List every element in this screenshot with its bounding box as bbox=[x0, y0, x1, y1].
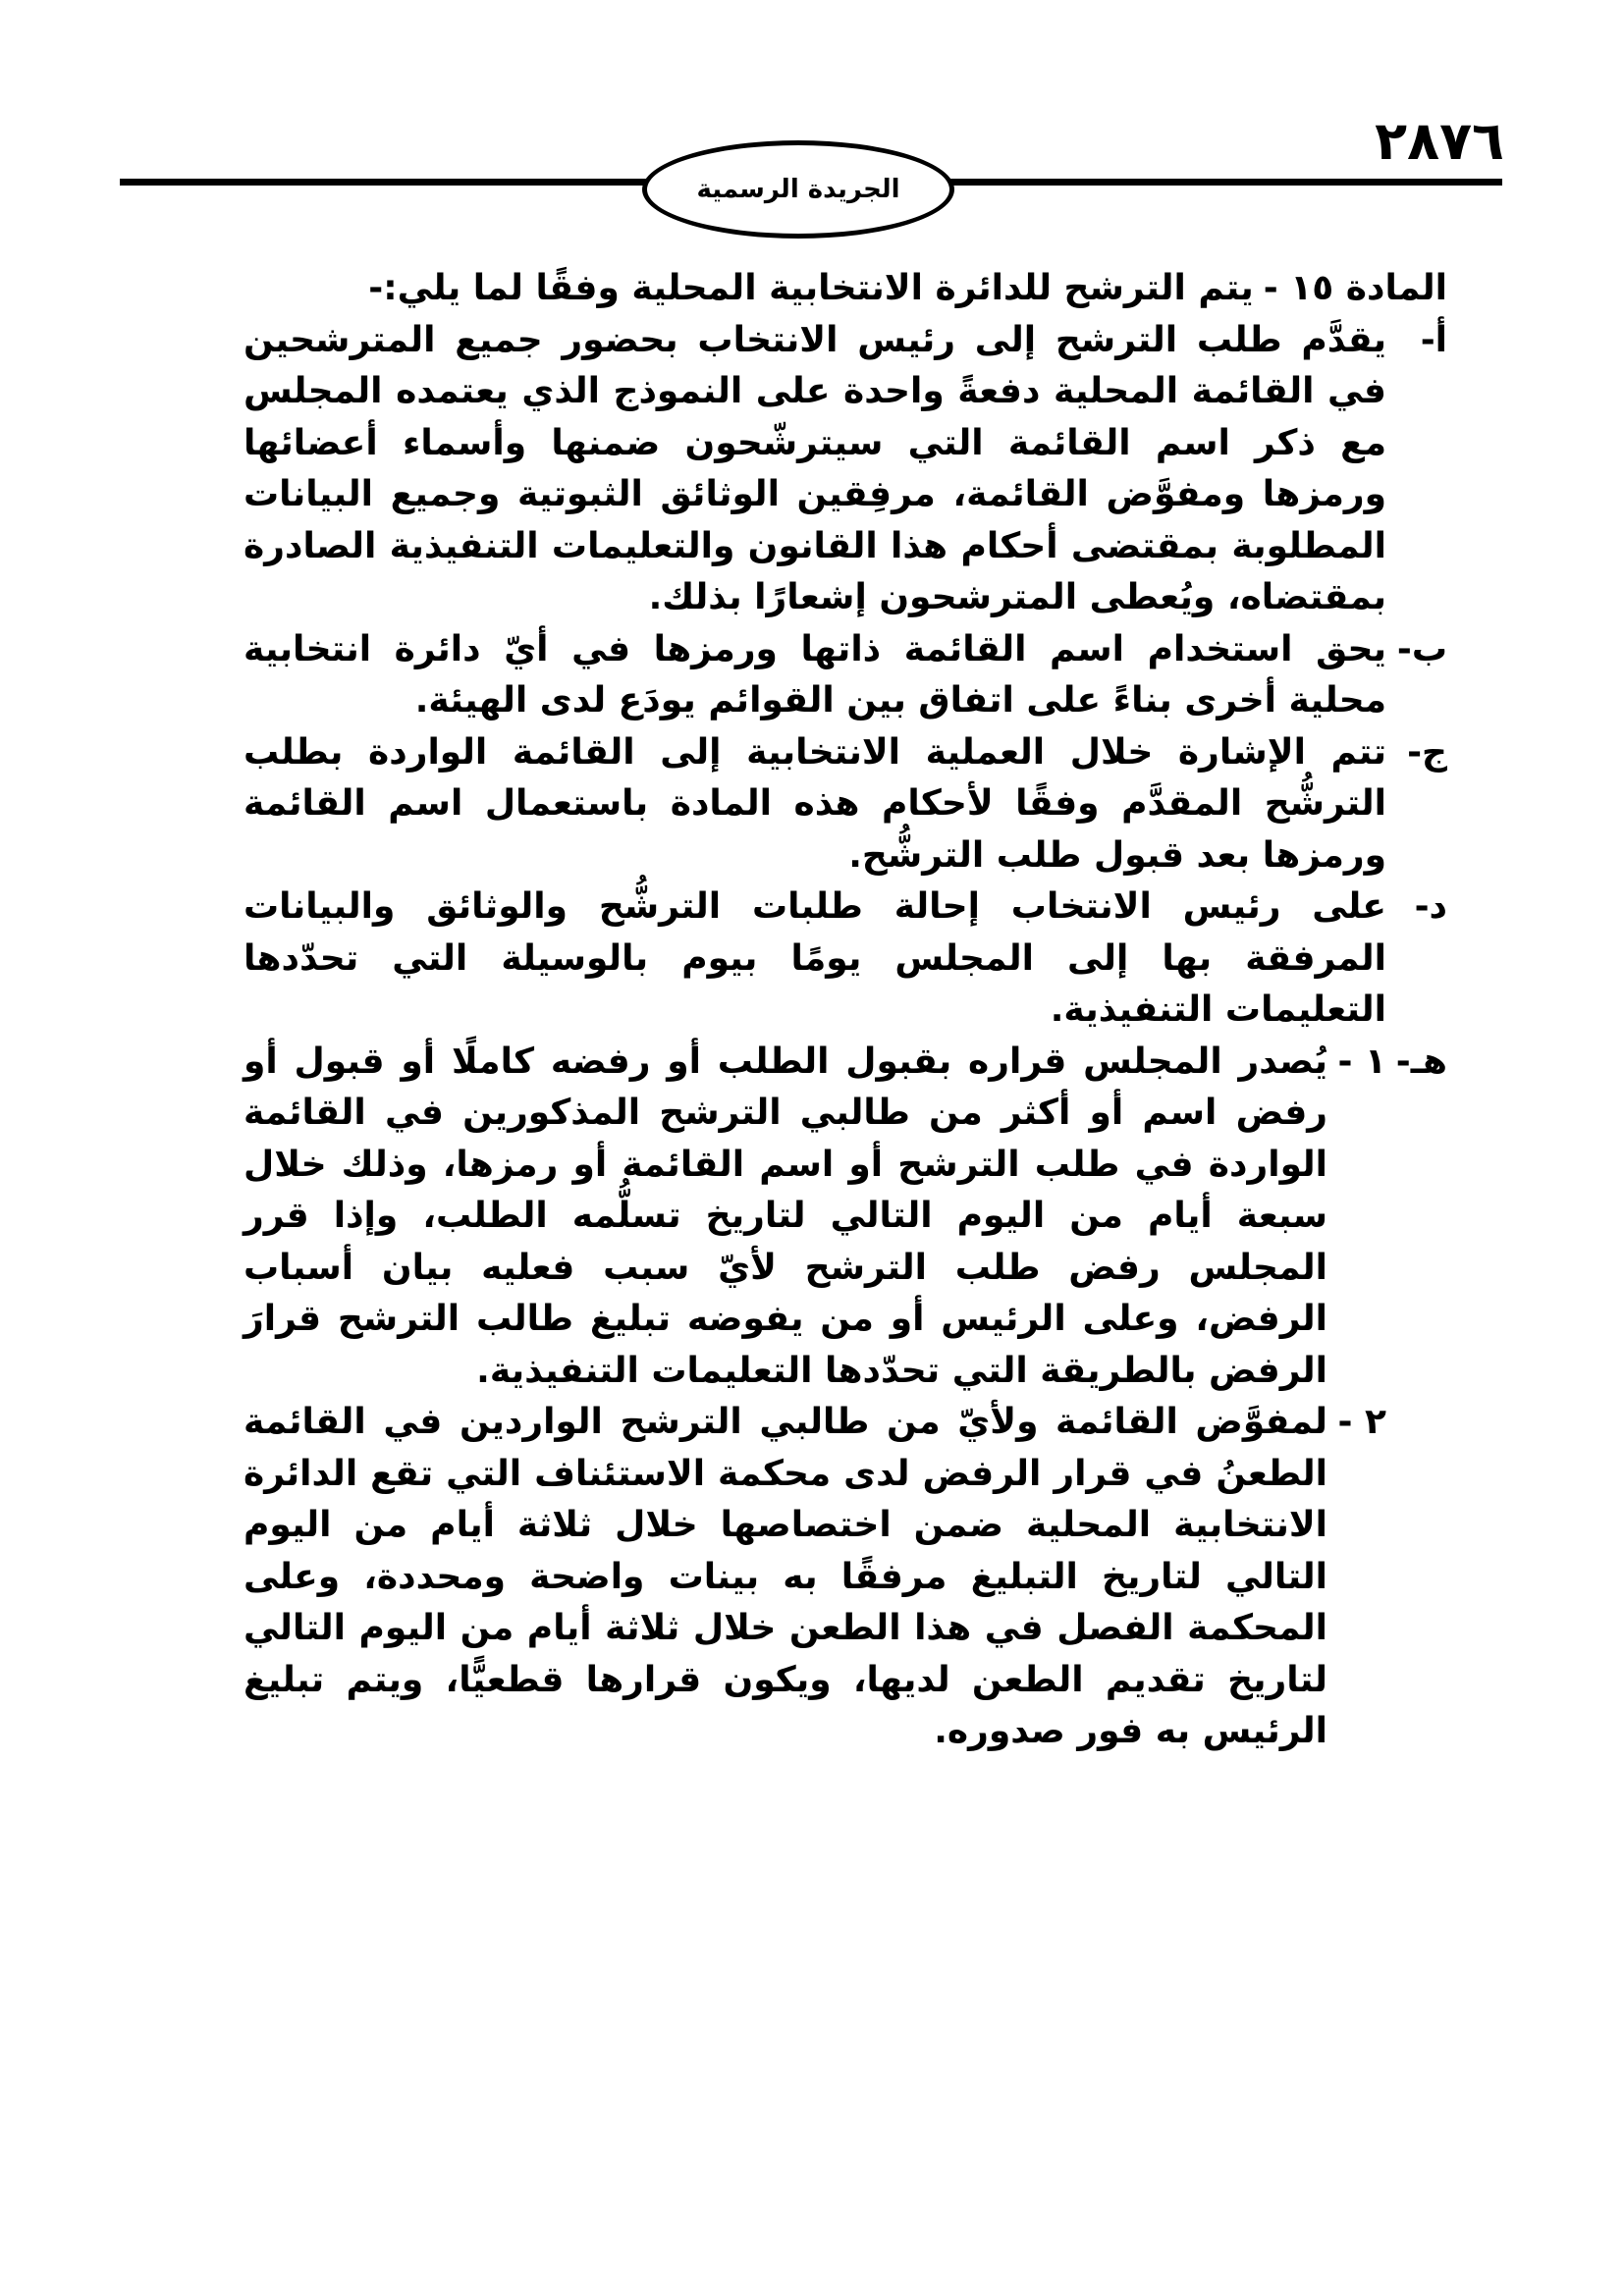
article-heading bbox=[151, 263, 1447, 315]
page-number: ٢٨٧٦ bbox=[1375, 110, 1504, 172]
article-body bbox=[151, 263, 1447, 1758]
subclause-text: لمفوَّض القائمة ولأيّ من طالبي الترشح الواردين في القائمة الطعنُ في قرار الرفض لدى محكمة الاستئناف التي تقع الدائرة الانتخابية المحلية ضمن اختصاصها خلال ثلاثة أيام من اليوم التالي لتاريخ التبليغ مرفقًا به بينات واضحة ومحددة، وعلى المحكمة الفصل في هذا الطعن خلال ثلاثة أيام من اليوم التالي لتاريخ تقديم الطعن لديها، ويكون قرارها قطعيًّا، ويتم تبليغ الرئيس به فور صدوره. bbox=[244, 1402, 1327, 1751]
article-intro: يتم الترشح للدائرة الانتخابية المحلية وفقًا لما يلي:- bbox=[368, 268, 1254, 308]
article-number: المادة ١٥ - bbox=[1263, 268, 1447, 308]
subclause-1 bbox=[244, 1037, 1386, 1398]
clause-c bbox=[151, 727, 1447, 882]
clause-label: أ- bbox=[1420, 319, 1447, 360]
subclause-label: ٢ - bbox=[1337, 1402, 1386, 1442]
clause-d bbox=[151, 881, 1447, 1037]
clause-h bbox=[151, 1037, 1447, 1398]
clause-label: ب- bbox=[1396, 628, 1447, 669]
clause-text: على رئيس الانتخاب إحالة طلبات الترشُّح والوثائق والبيانات المرفقة بها إلى المجلس يومًا بيوم بالوسيلة التي تحدّدها التعليمات التنفيذية. bbox=[244, 886, 1386, 1030]
clause-b bbox=[151, 624, 1447, 727]
clause-label: هـ- bbox=[1395, 1041, 1447, 1082]
gazette-title: الجريدة الرسمية bbox=[696, 175, 900, 204]
clause-text: تتم الإشارة خلال العملية الانتخابية إلى القائمة الواردة بطلب الترشُّح المقدَّم وفقًا لأحكام هذه المادة باستعمال اسم القائمة ورمزها بعد قبول طلب الترشُّح. bbox=[244, 731, 1386, 876]
gazette-title-oval bbox=[642, 140, 954, 239]
clause-label: ج- bbox=[1407, 731, 1447, 773]
subclause-2 bbox=[151, 1397, 1386, 1758]
clause-label: د- bbox=[1414, 886, 1447, 927]
clause-a bbox=[151, 315, 1447, 624]
clause-h-items bbox=[244, 1037, 1386, 1398]
clause-text: يقدَّم طلب الترشح إلى رئيس الانتخاب بحضور جميع المترشحين في القائمة المحلية دفعةً واحدة على النموذج الذي يعتمده المجلس مع ذكر اسم القائمة التي سيترشّحون ضمنها وأسماء أعضائها ورمزها ومفوَّض القائمة، مرفِقين الوثائق الثبوتية وجميع البيانات المطلوبة بمقتضى أحكام هذا القانون والتعليمات التنفيذية الصادرة بمقتضاه، ويُعطى المترشحون إشعارًا بذلك. bbox=[244, 319, 1386, 617]
subclause-label: ١ - bbox=[1337, 1041, 1386, 1082]
clause-text: يحق استخدام اسم القائمة ذاتها ورمزها في أيّ دائرة انتخابية محلية أخرى بناءً على اتفاق بين القوائم يودَع لدى الهيئة. bbox=[244, 628, 1386, 721]
subclause-text: يُصدر المجلس قراره بقبول الطلب أو رفضه كاملًا أو قبول أو رفض اسم أو أكثر من طالبي الترشح المذكورين في القائمة الواردة في طلب الترشح أو اسم القائمة أو رمزها، وذلك خلال سبعة أيام من اليوم التالي لتاريخ تسلُّمه الطلب، وإذا قرر المجلس رفض طلب الترشح لأيّ سبب فعليه بيان أسباب الرفض، وعلى الرئيس أو من يفوضه تبليغ طالب الترشح قرارَ الرفض بالطريقة التي تحدّدها التعليمات التنفيذية. bbox=[244, 1041, 1327, 1391]
